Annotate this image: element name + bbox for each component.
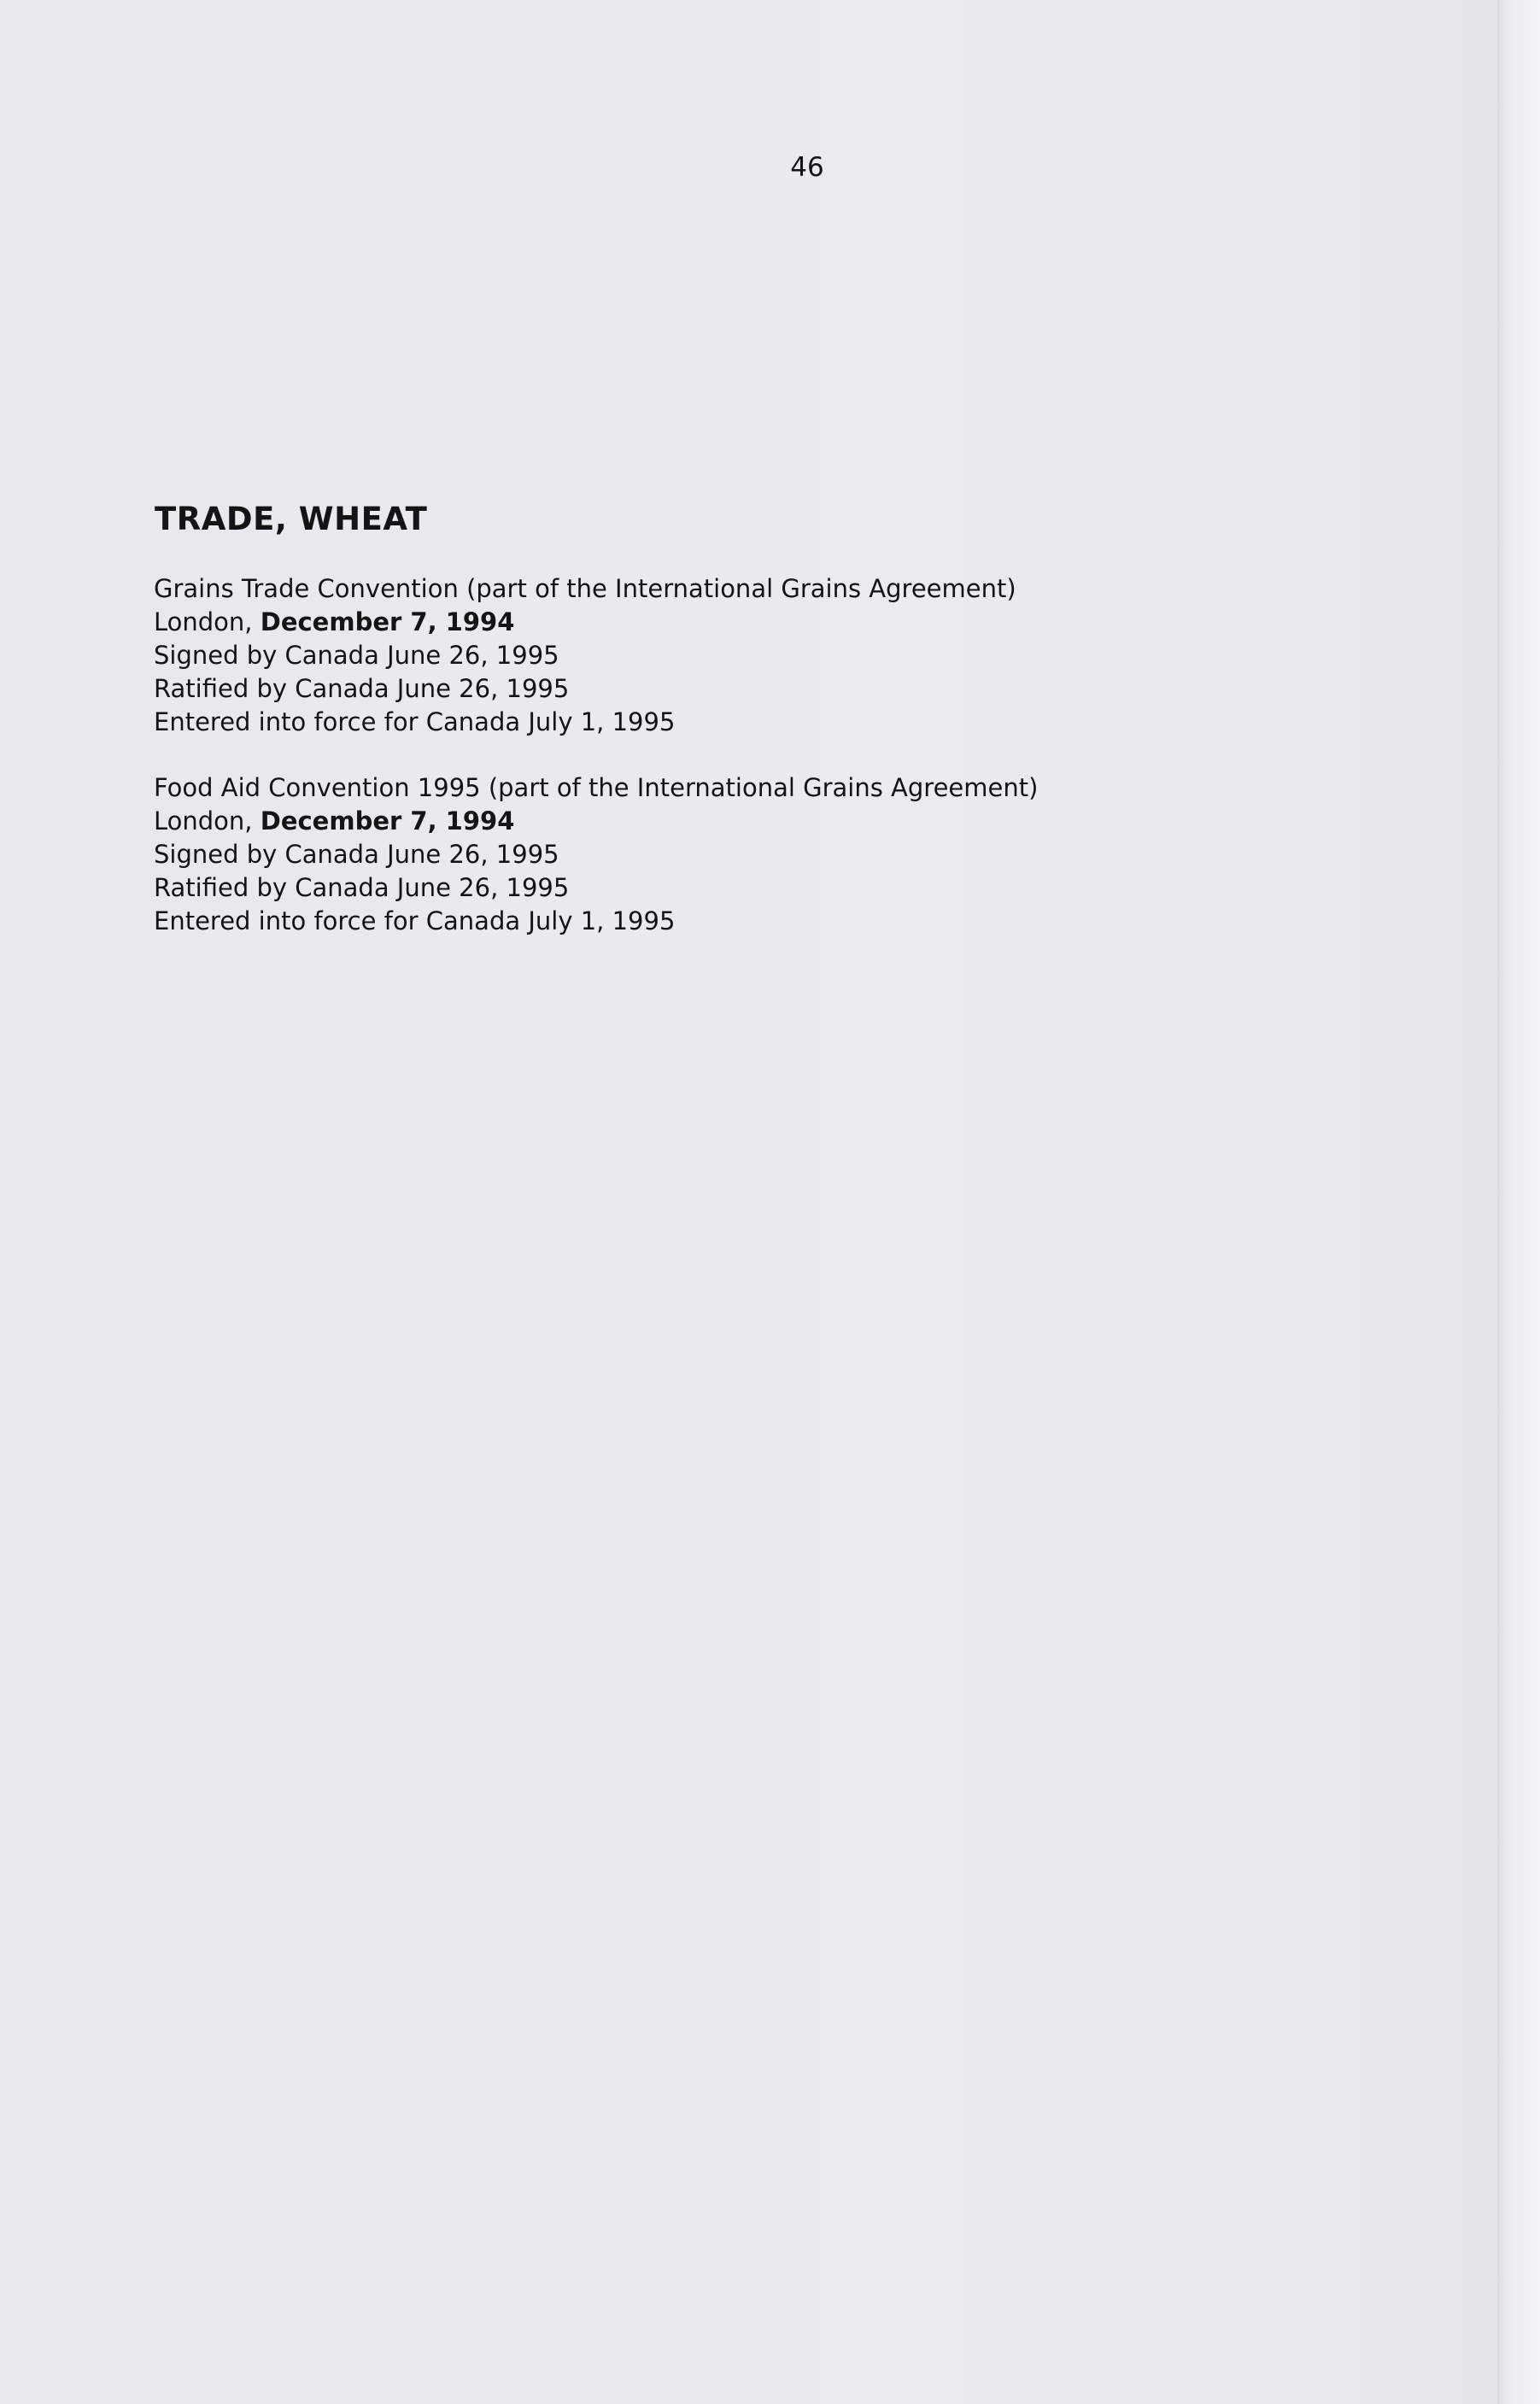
- treaty-date: December 7, 1994: [260, 607, 515, 636]
- section-title: TRADE, WHEAT: [155, 501, 428, 537]
- treaty-place-date: [154, 805, 1038, 838]
- treaty-signed: Signed by Canada June 26, 1995: [154, 840, 559, 869]
- treaty-signed: Signed by Canada June 26, 1995: [154, 641, 559, 670]
- treaty-entry-food-aid-convention: [154, 771, 1038, 938]
- treaty-place-date: [154, 606, 1016, 639]
- treaty-title: Food Aid Convention 1995 (part of the International Grains Agreement): [154, 773, 1039, 802]
- page-binding-edge: [1497, 0, 1540, 2404]
- treaty-in-force: Entered into force for Canada July 1, 1995: [154, 906, 676, 935]
- page-number: 46: [790, 152, 824, 183]
- treaty-place: London,: [154, 806, 253, 836]
- treaty-place: London,: [154, 607, 253, 636]
- treaty-ratified: Ratified by Canada June 26, 1995: [154, 873, 570, 902]
- treaty-title: Grains Trade Convention (part of the International Grains Agreement): [154, 574, 1016, 603]
- treaty-entry-grains-trade-convention: [154, 572, 1016, 739]
- treaty-date: December 7, 1994: [260, 806, 515, 836]
- treaty-in-force: Entered into force for Canada July 1, 1995: [154, 707, 676, 736]
- treaty-ratified: Ratified by Canada June 26, 1995: [154, 674, 570, 703]
